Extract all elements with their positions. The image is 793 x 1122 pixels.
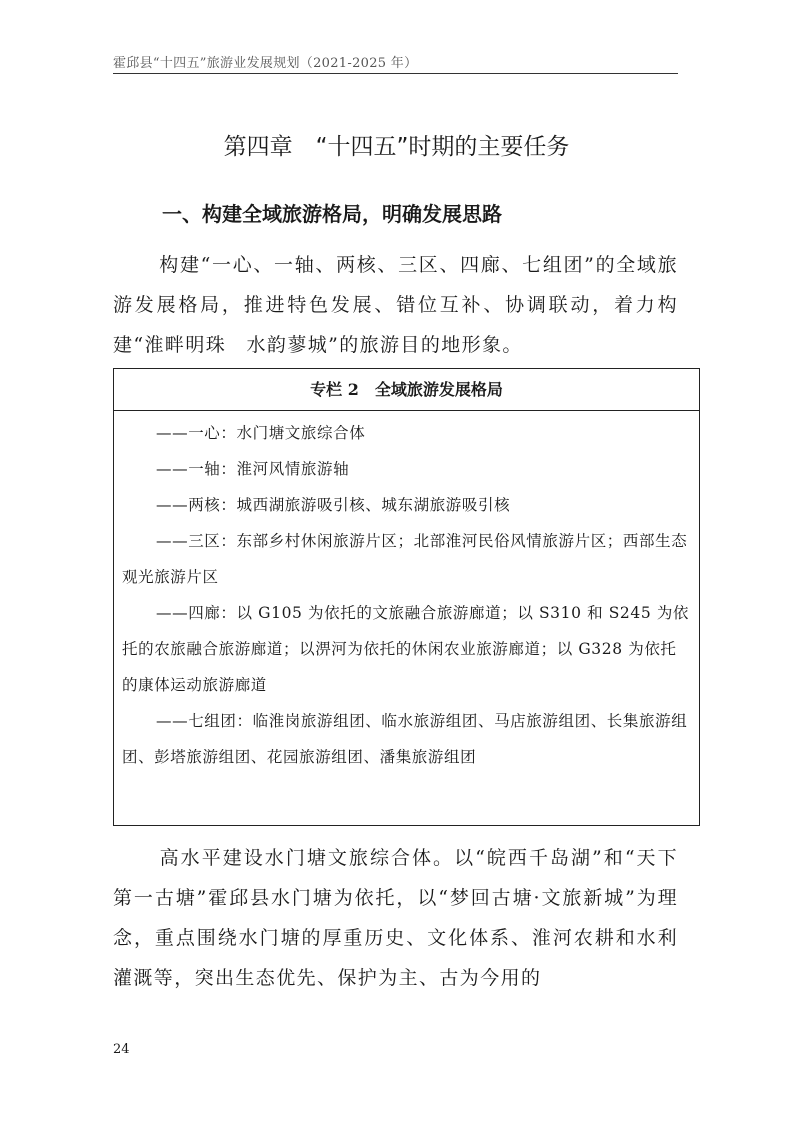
running-header: 霍邱县“十四五”旅游业发展规划（2021-2025 年）	[113, 56, 418, 71]
page-number: 24	[113, 1042, 130, 1057]
section-title: 一、构建全域旅游格局，明确发展思路	[162, 202, 502, 226]
list-item-text: ——三区：东部乡村休闲旅游片区；北部淮河民俗风情旅游片区；西部生态观光旅游片区	[122, 532, 688, 586]
list-item	[122, 523, 691, 595]
list-item-text: ——两核：城西湖旅游吸引核、城东湖旅游吸引核	[156, 496, 511, 514]
list-item	[122, 703, 691, 775]
column-box-body	[114, 411, 699, 775]
column-box	[113, 368, 700, 826]
column-box-title: 专栏 2 全域旅游发展格局	[114, 369, 699, 411]
list-item	[122, 595, 691, 703]
body-paragraph	[113, 838, 678, 998]
list-item-text: ——一心：水门塘文旅综合体	[156, 424, 366, 442]
list-item-text: ——四廊：以 G105 为依托的文旅融合旅游廊道；以 S310 和 S245 为依托的农旅融合旅游廊道；以淠河为依托的休闲农业旅游廊道；以 G328 为依托的康体运动旅游廊道	[122, 604, 690, 694]
list-item-text: ——一轴：淮河风情旅游轴	[156, 460, 350, 478]
intro-paragraph	[113, 245, 678, 365]
intro-paragraph-text: 构建“一心、一轴、两核、三区、四廊、七组团”的全域旅游发展格局，推进特色发展、错位互补、协调联动，着力构建“淮畔明珠 水韵蓼城”的旅游目的地形象。	[113, 254, 678, 356]
body-paragraph-text: 高水平建设水门塘文旅综合体。以“皖西千岛湖”和“天下第一古塘”霍邱县水门塘为依托，以“梦回古塘·文旅新城”为理念，重点围绕水门塘的厚重历史、文化体系、淮河农耕和水利灌溉等，突出生态优先、保护为主、古为今用的	[113, 847, 678, 989]
header-divider	[113, 73, 678, 74]
list-item	[122, 451, 691, 487]
list-item	[122, 415, 691, 451]
list-item-text: ——七组团：临淮岗旅游组团、临水旅游组团、马店旅游组团、长集旅游组团、彭塔旅游组团、花园旅游组团、潘集旅游组团	[122, 712, 688, 766]
chapter-title: 第四章 “十四五”时期的主要任务	[223, 134, 570, 160]
list-item	[122, 487, 691, 523]
